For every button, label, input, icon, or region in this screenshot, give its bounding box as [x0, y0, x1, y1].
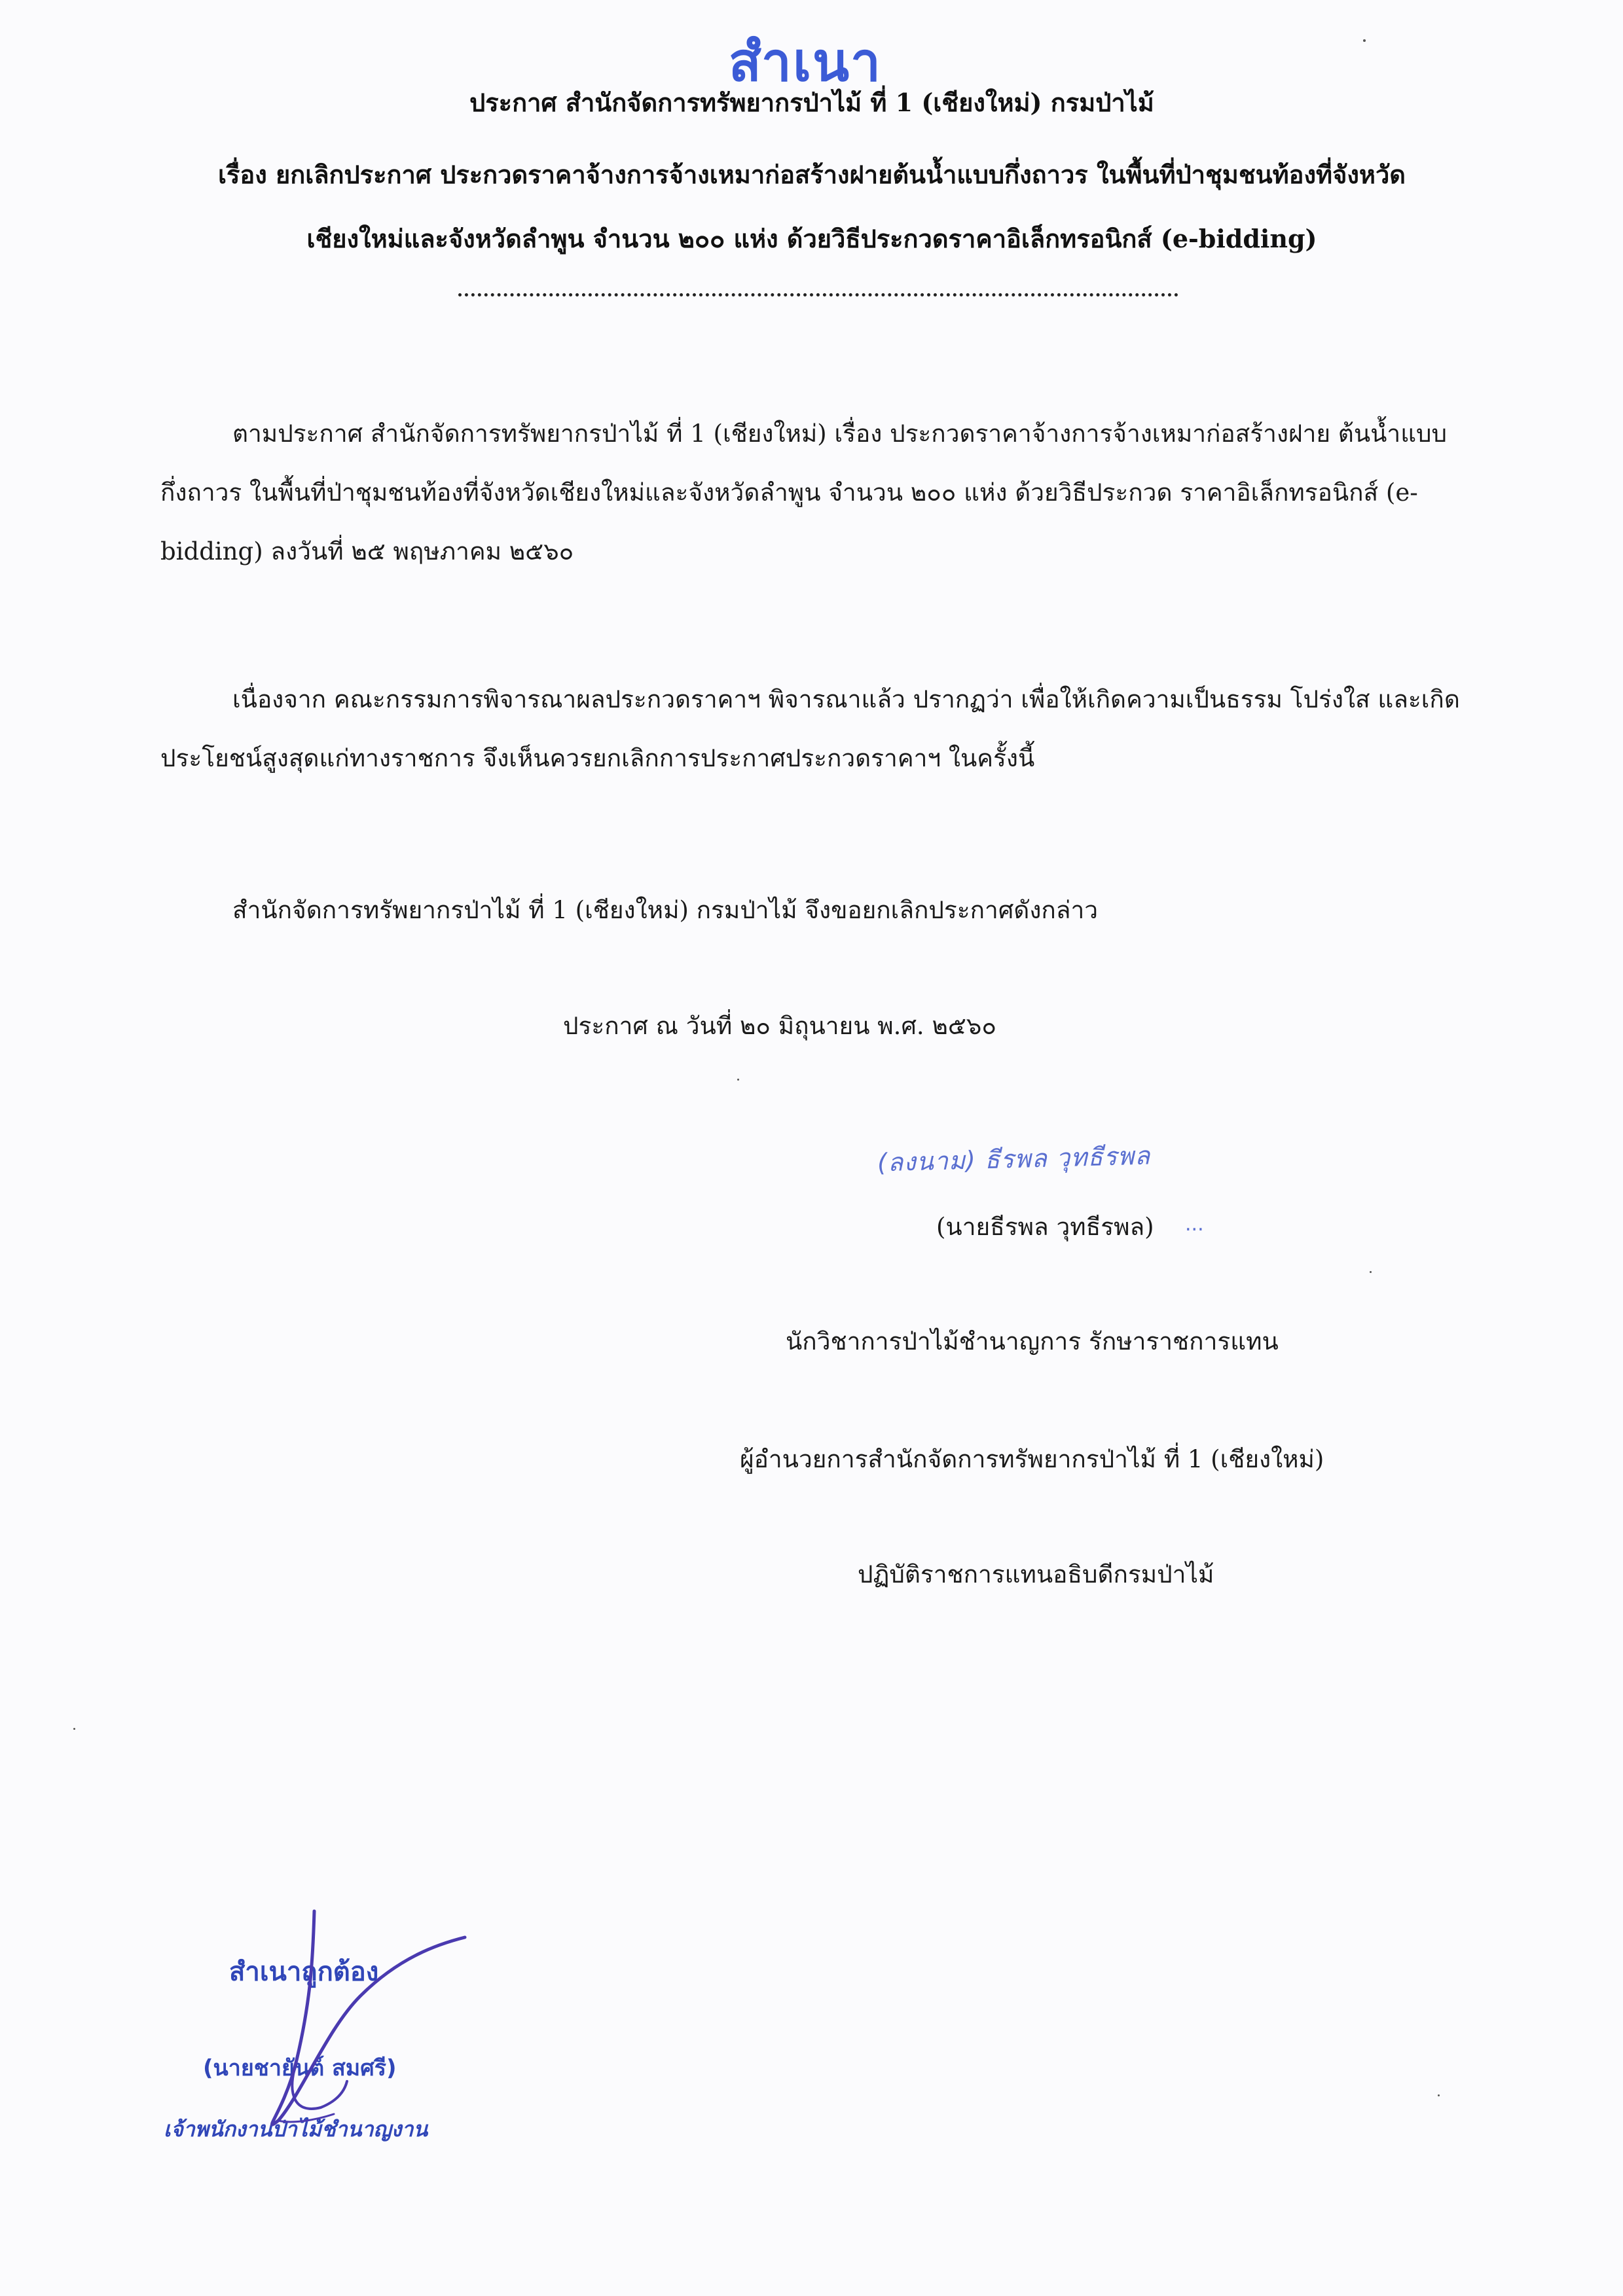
signed-stamp: (ลงนาม) ธีรพล วุทธีรพล	[877, 1141, 1151, 1177]
body-paragraph-reference: ตามประกาศ สำนักจัดการทรัพยากรป่าไม้ ที่ 1 (เชียงใหม่) เรื่อง ประกวดราคาจ้างการจ้างเหมาก่อสร้างฝาย ต้นน้ำแบบกึ่งถาวร ในพื้นที่ป่าชุมชนท้องที่จังหวัดเชียงใหม่และจังหวัดลำพูน จำนวน ๒๐๐ แห่ง ด้วยวิธีประกวด ราคาอิเล็กทรอนิกส์ (e-bidding) ลงวันที่ ๒๕ พฤษภาคม ๒๕๖๐	[160, 420, 1448, 565]
certified-copy-block	[164, 1898, 530, 2199]
certifier-name: (นายชายันต์ สมศรี)	[203, 2055, 397, 2081]
announcement-title: ประกาศ สำนักจัดการทรัพยากรป่าไม้ ที่ 1 (เชียงใหม่) กรมป่าไม้	[469, 88, 1154, 117]
scan-speck	[1370, 1271, 1372, 1273]
body-paragraph-cancellation: สำนักจัดการทรัพยากรป่าไม้ ที่ 1 (เชียงใหม่) กรมป่าไม้ จึงขอยกเลิกประกาศดังกล่าว	[232, 896, 1099, 924]
announcement-date: ประกาศ ณ วันที่ ๒๐ มิถุนายน พ.ศ. ๒๕๖๐	[563, 1012, 996, 1040]
signatory-position-on-behalf: ปฏิบัติราชการแทนอธิบดีกรมป่าไม้	[858, 1560, 1214, 1588]
scan-speck	[73, 1728, 75, 1730]
announcement-subject-line2: เชียงใหม่และจังหวัดลำพูน จำนวน ๒๐๐ แห่ง ด้วยวิธีประกวดราคาอิเล็กทรอนิกส์ (e-bidding)	[306, 224, 1317, 253]
copy-stamp: สำเนา	[728, 31, 883, 94]
signatory-position-director: ผู้อำนวยการสำนักจัดการทรัพยากรป่าไม้ ที่ 1 (เชียงใหม่)	[740, 1445, 1324, 1473]
announcement-subject-line1: เรื่อง ยกเลิกประกาศ ประกวดราคาจ้างการจ้างเหมาก่อสร้างฝายต้นน้ำแบบกึ่งถาวร ในพื้นที่ป่าชุมชนท้องที่จังหวัด	[218, 160, 1406, 189]
body-paragraph-reason: เนื่องจาก คณะกรรมการพิจารณาผลประกวดราคาฯ พิจารณาแล้ว ปรากฏว่า เพื่อให้เกิดความเป็นธรรม โปร่งใส และเกิดประโยชน์สูงสุดแก่ทางราชการ จึงเห็นควรยกเลิกการประกาศประกวดราคาฯ ในครั้งนี้	[160, 685, 1460, 772]
signatory-name: (นายธีรพล วุทธีรพล)	[936, 1213, 1154, 1241]
scan-speck	[1363, 39, 1366, 42]
dotted-divider	[458, 293, 1178, 299]
signatory-position-acting: นักวิชาการป่าไม้ชำนาญการ รักษาราชการแทน	[786, 1327, 1279, 1355]
scan-speck	[737, 1079, 739, 1081]
scan-speck	[1438, 2094, 1440, 2096]
handwritten-signature	[164, 1898, 530, 2199]
signed-stamp-tail: ...	[1185, 1213, 1204, 1236]
certifier-position: เจ้าพนักงานป่าไม้ชำนาญงาน	[164, 2117, 428, 2142]
certified-copy-title: สำเนาถูกต้อง	[229, 1957, 379, 1987]
